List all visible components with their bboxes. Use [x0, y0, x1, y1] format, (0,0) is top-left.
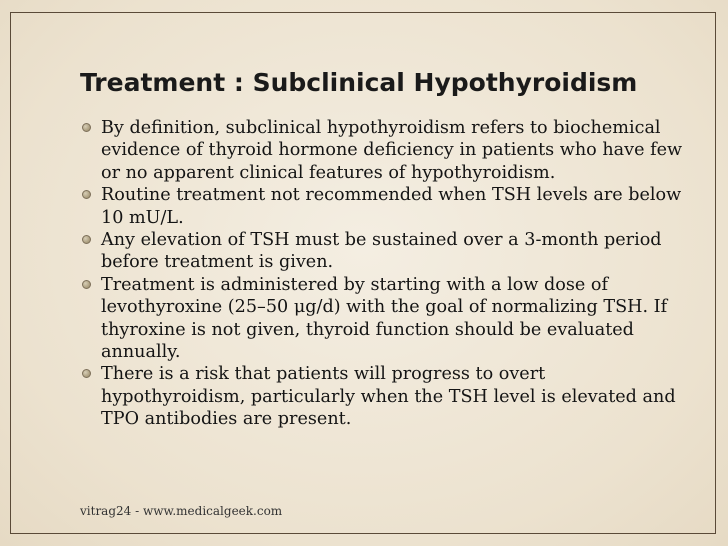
bullet-dot-icon	[82, 369, 91, 378]
bullet-text: Treatment is administered by starting with a low dose of levothyroxine (25–50 μg/d) with the goal of normalizing TSH. If thyroxine is not given, thyroid function should be evaluated annually.	[101, 274, 668, 363]
slide-title: Treatment : Subclinical Hypothyroidism	[80, 68, 638, 97]
bullet-text: There is a risk that patients will progress to overt hypothyroidism, particularly when the TSH level is elevated and TPO antibodies are present.	[101, 364, 676, 430]
bullet-dot-icon	[82, 190, 91, 199]
bullet-text: Any elevation of TSH must be sustained over a 3-month period before treatment is given.	[101, 230, 662, 273]
bullet-item	[80, 274, 690, 364]
bullet-text: Routine treatment not recommended when TSH levels are below 10 mU/L.	[101, 185, 682, 228]
bullet-item	[80, 363, 690, 430]
slide-footer: vitrag24 - www.medicalgeek.com	[80, 504, 283, 518]
bullet-dot-icon	[82, 235, 91, 244]
bullet-item	[80, 184, 690, 229]
bullet-text: By definition, subclinical hypothyroidism refers to biochemical evidence of thyroid hormone deficiency in patients who have few or no apparent clinical features of hypothyroidism.	[101, 118, 683, 183]
bullet-dot-icon	[82, 123, 91, 132]
bullet-list	[80, 117, 690, 431]
bullet-item	[80, 229, 690, 274]
bullet-item	[80, 117, 690, 184]
bullet-dot-icon	[82, 280, 91, 289]
